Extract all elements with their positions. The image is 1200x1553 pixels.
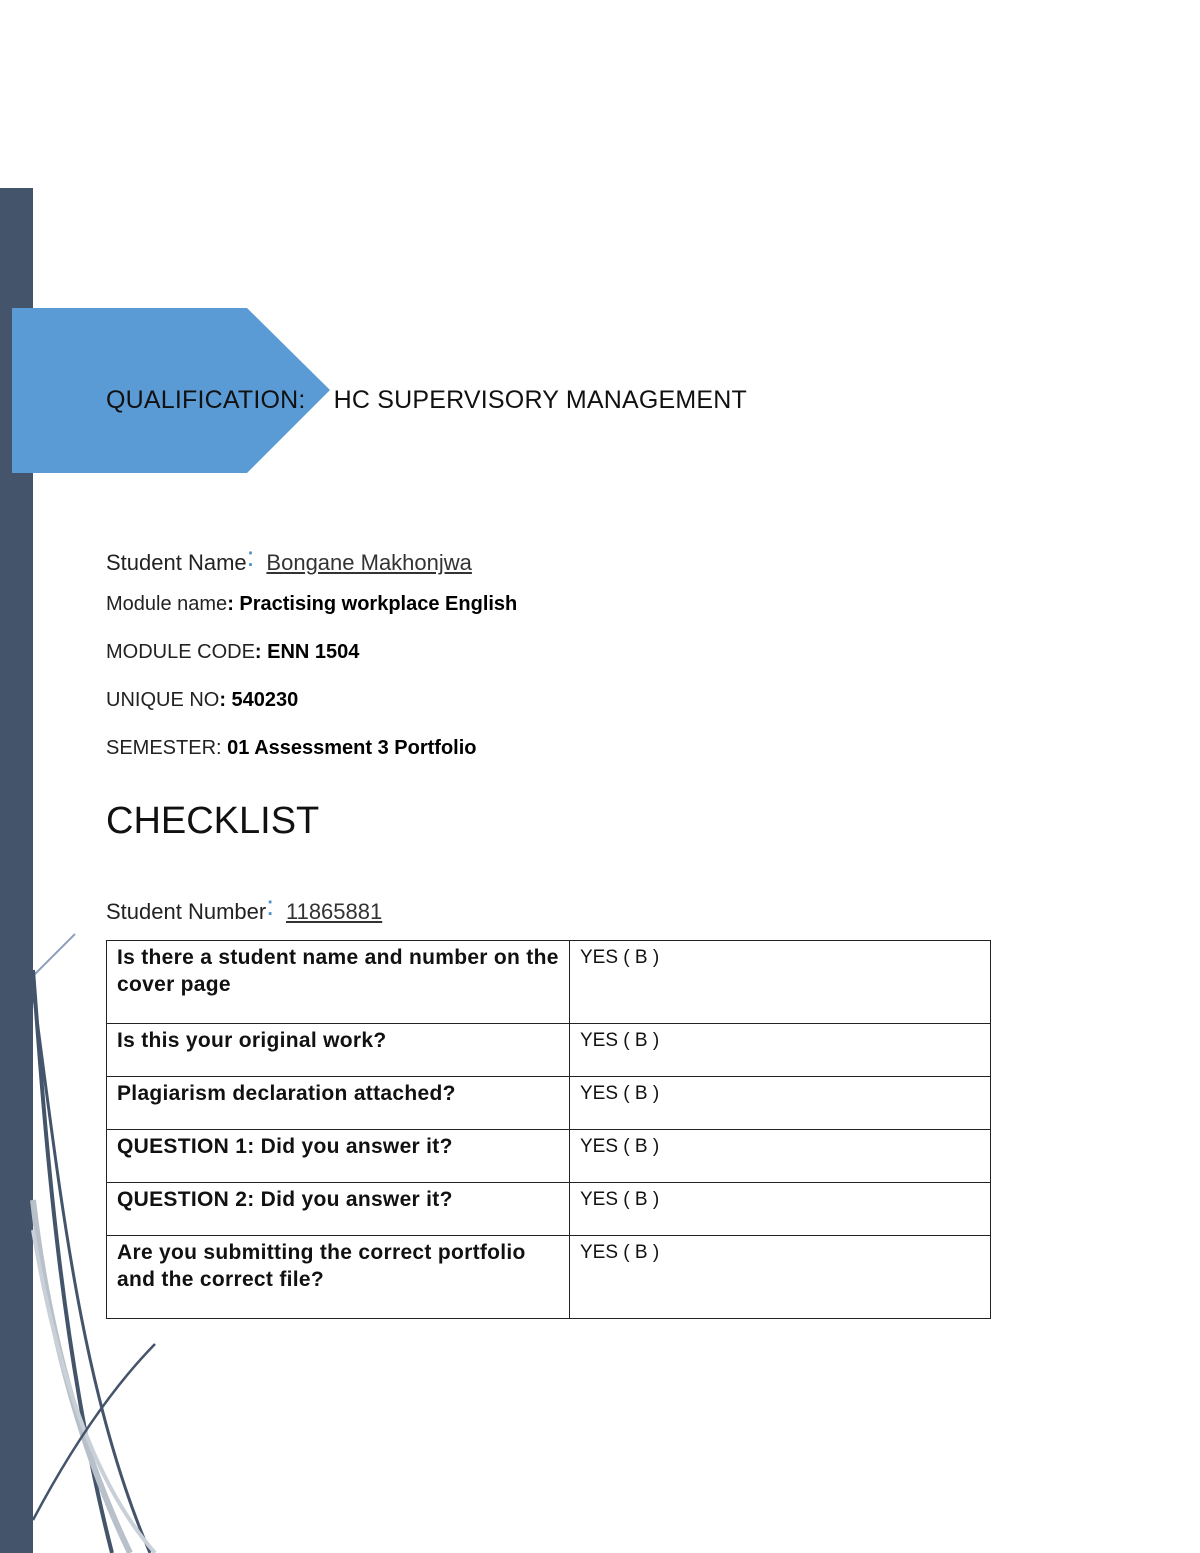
module-name-line — [106, 593, 517, 616]
unique-no-value: : 540230 — [219, 689, 299, 711]
checklist-answer: YES ( B ) — [570, 1024, 991, 1077]
module-name-label: Module name — [106, 593, 228, 615]
checklist-answer: YES ( B ) — [570, 941, 991, 1024]
module-code-label: MODULE CODE — [106, 641, 255, 663]
table-row — [107, 1130, 991, 1183]
qualification-value: HC SUPERVISORY MANAGEMENT — [333, 386, 748, 414]
student-number-colon: : — [266, 890, 274, 921]
student-name-line — [106, 541, 472, 576]
unique-no-label: UNIQUE NO — [106, 689, 220, 711]
qualification-label: QUALIFICATION: — [106, 386, 306, 414]
table-row — [107, 1236, 991, 1319]
checklist-answer: YES ( B ) — [570, 1183, 991, 1236]
checklist-question: Is this your original work? — [107, 1024, 570, 1077]
student-name-colon: : — [246, 541, 255, 572]
module-code-value: : ENN 1504 — [254, 641, 360, 663]
table-row — [107, 1077, 991, 1130]
student-number-value: 11865881 — [285, 899, 383, 924]
checklist-question: QUESTION 2: Did you answer it? — [107, 1183, 570, 1236]
checklist-question: Is there a student name and number on the cover page — [107, 941, 570, 1024]
checklist-answer: YES ( B ) — [570, 1077, 991, 1130]
semester-line — [106, 737, 477, 760]
semester-value: 01 Assessment 3 Portfolio — [227, 737, 477, 759]
checklist-table — [106, 940, 991, 1319]
unique-no-line — [106, 689, 298, 712]
student-name-label: Student Name — [106, 550, 247, 575]
semester-label: SEMESTER: — [106, 737, 222, 759]
student-name-value: Bongane Makhonjwa — [266, 550, 472, 575]
checklist-question: Are you submitting the correct portfolio and the correct file? — [107, 1236, 570, 1319]
checklist-answer: YES ( B ) — [570, 1130, 991, 1183]
checklist-question: QUESTION 1: Did you answer it? — [107, 1130, 570, 1183]
checklist-answer: YES ( B ) — [570, 1236, 991, 1319]
table-row — [107, 1183, 991, 1236]
checklist-question: Plagiarism declaration attached? — [107, 1077, 570, 1130]
checklist-heading: CHECKLIST — [106, 800, 320, 842]
table-row — [107, 1024, 991, 1077]
qualification-line — [106, 386, 747, 415]
student-number-label: Student Number — [106, 899, 267, 924]
module-name-value: : Practising workplace English — [227, 593, 518, 615]
module-code-line — [106, 641, 359, 664]
table-row — [107, 941, 991, 1024]
student-number-line — [106, 890, 383, 925]
